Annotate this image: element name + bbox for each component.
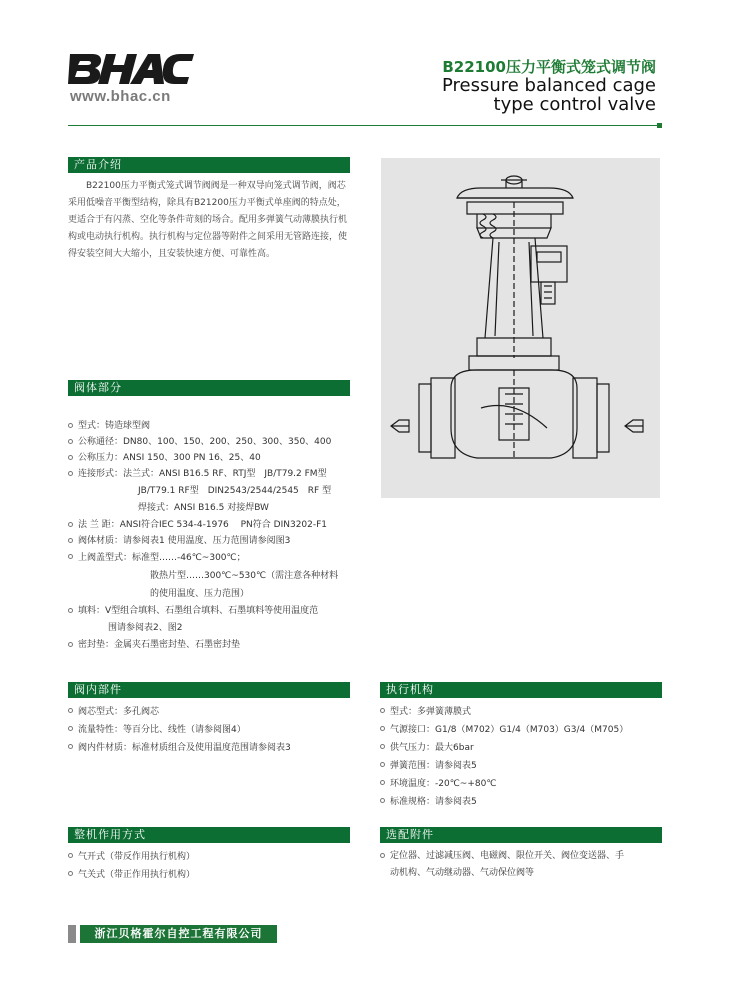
- product-title-en: [442, 76, 656, 114]
- section-heading-actuator: 执行机构: [380, 682, 662, 698]
- spec-packing: 填料：V型组合填料、石墨组合填料、石墨填料等使用温度范 围请参阅表2、图2: [68, 603, 338, 637]
- bullet-icon: [380, 726, 385, 731]
- spec-nominal-diameter: 公称通径：DN80、100、150、200、250、300、350、400: [68, 434, 338, 450]
- spec-bonnet: 上阀盖型式：标准型……-46℃~300℃； 散热片型……300℃~530℃（需注意各种材料 的使用温度、压力范围）: [68, 549, 338, 603]
- spec-spring-range: 弹簧范围：请参阅表5: [380, 757, 628, 775]
- accessories-list: [380, 848, 624, 882]
- spec-actuator-type: 型式：多弹簧薄膜式: [380, 703, 628, 721]
- spec-supply-pressure: 供气压力：最大6bar: [380, 739, 628, 757]
- intro-paragraph: B22100压力平衡式笼式调节阀阀是一种双导向笼式调节阀，阀芯采用低噪音平衡型结构，除具有B21200压力平衡式单座阀的特点处，更适合于有闪蒸、空化等条件苛刻的场合。配用多弹簧气动薄膜执行机构或电动执行机构。执行机构与定位器等附件之间采用无管路连接，使得安装空间大大缩小，且安装快速方便、可靠性高。: [68, 181, 348, 259]
- header-divider: [68, 125, 661, 126]
- action-mode-list: [68, 848, 195, 884]
- company-name: 浙江贝格霍尔自控工程有限公司: [80, 925, 277, 943]
- bullet-icon: [68, 554, 73, 559]
- bullet-icon: [68, 853, 73, 858]
- spec-type: 型式：铸造球型阀: [68, 418, 338, 434]
- bullet-icon: [68, 538, 73, 543]
- bullet-icon: [380, 744, 385, 749]
- bullet-icon: [68, 455, 73, 460]
- section-heading-accessories: 选配附件: [380, 827, 662, 843]
- spec-trim-material: 阀内件材质：标准材质组合及使用温度范围请参阅表3: [68, 739, 291, 757]
- bullet-icon: [68, 608, 73, 613]
- spec-gasket: 密封垫：金属夹石墨密封垫、石墨密封垫: [68, 637, 338, 653]
- header-divider-end-mark: [657, 123, 662, 128]
- spec-face-to-face: 法 兰 距：ANSI符合IEC 534-4-1976 PN符合 DIN3202-F1: [68, 517, 338, 533]
- valve-body-spec-list: [68, 418, 338, 653]
- accessories-item: 定位器、过滤减压阀、电磁阀、限位开关、阀位变送器、手 动机构、气动继动器、气动保位阀等: [380, 848, 624, 882]
- bullet-icon: [68, 439, 73, 444]
- bullet-icon: [68, 471, 73, 476]
- bullet-icon: [380, 853, 385, 858]
- bullet-icon: [68, 744, 73, 749]
- bullet-icon: [380, 708, 385, 713]
- spec-standard-size: 标准规格：请参阅表5: [380, 793, 628, 811]
- actuator-spec-list: [380, 703, 628, 811]
- bullet-icon: [68, 726, 73, 731]
- spec-flow-characteristic: 流量特性：等百分比、线性（请参阅图4）: [68, 721, 291, 739]
- action-air-to-open: 气开式（带反作用执行机构）: [68, 848, 195, 866]
- spec-body-material: 阀体材质：请参阅表1 使用温度、压力范围请参阅图3: [68, 533, 338, 549]
- spec-nominal-pressure: 公称压力：ANSI 150、300 PN 16、25、40: [68, 450, 338, 466]
- title-en-line1: Pressure balanced cage: [441, 75, 656, 96]
- footer-accent-block: [68, 925, 76, 943]
- spec-ambient-temperature: 环境温度：-20℃~+80℃: [380, 775, 628, 793]
- spec-air-connection: 气源接口：G1/8（M702）G1/4（M703）G3/4（M705）: [380, 721, 628, 739]
- section-heading-valve-body: 阀体部分: [68, 380, 350, 396]
- valve-drawing: [381, 158, 660, 498]
- bullet-icon: [68, 871, 73, 876]
- bullet-icon: [380, 798, 385, 803]
- title-en-line2: type control valve: [493, 94, 656, 115]
- internal-parts-spec-list: [68, 703, 291, 757]
- bullet-icon: [380, 780, 385, 785]
- section-heading-action-mode: 整机作用方式: [68, 827, 350, 843]
- spec-plug-type: 阀芯型式：多孔阀芯: [68, 703, 291, 721]
- website-url: www.bhac.cn: [70, 88, 171, 105]
- bhac-logo: [68, 50, 198, 86]
- bullet-icon: [68, 642, 73, 647]
- product-title-cn: B22100压力平衡式笼式调节阀: [442, 58, 656, 76]
- bullet-icon: [68, 708, 73, 713]
- spec-connection: 连接形式：法兰式：ANSI B16.5 RF、RTJ型 JB/T79.2 FM型 JB/T79.1 RF型 DIN2543/2544/2545 RF 型 焊接式：ANSI B16.5 对接焊BW: [68, 466, 338, 517]
- section-heading-internal-parts: 阀内部件: [68, 682, 350, 698]
- section-heading-intro: 产品介绍: [68, 157, 350, 173]
- bullet-icon: [380, 762, 385, 767]
- bullet-icon: [68, 423, 73, 428]
- action-air-to-close: 气关式（带正作用执行机构）: [68, 866, 195, 884]
- bullet-icon: [68, 522, 73, 527]
